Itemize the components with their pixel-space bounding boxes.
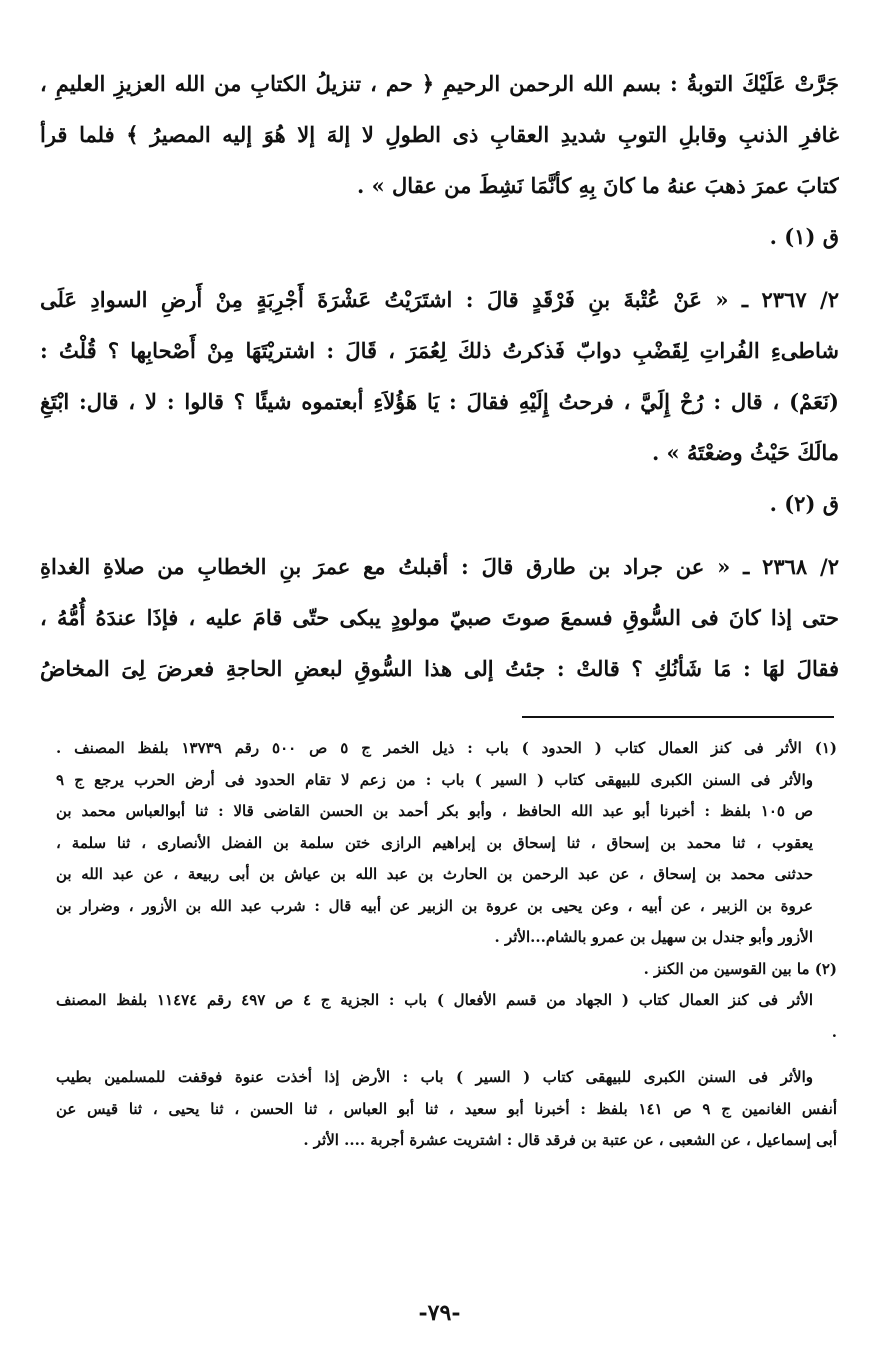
main-line: ٢/ ٢٣٦٨ ـ « عن جراد بن طارق قالَ : أقبلتُ مع عمرَ بنِ الخطابِ من صلاةِ الغداةِ: [40, 554, 839, 579]
footnote-line: (١) الأثر فى كنز العمال كتاب ( الحدود ) باب : ذيل الخمر ج ٥ ص ٥٠٠ رقم ١٣٧٣٩ بلفظ المصنف .: [56, 739, 837, 757]
page-number: -٧٩-: [418, 1300, 461, 1326]
source-marker: ق (١) .: [769, 224, 839, 249]
footnote-line: ص ١٠٥ بلفظ : أخبرنا أبو عبد الله الحافظ ، وأبو بكر أحمد بن الحسن القاضى قالا : ثنا أبوالعباس محمد بن: [56, 802, 813, 820]
main-text-block: [40, 58, 839, 694]
main-line: (نَعَمْ) ، قال : رُحْ إِلَيَّ ، فرحتُ إِلَيْهِ فقالَ : يَا هَؤُلاَءِ أبعتموه شيئًا ؟ قالوا : لا ، قال: ابْتَغِ: [40, 389, 839, 414]
footnote-line: (٢) ما بين القوسين من الكنز .: [643, 959, 837, 978]
main-line: شاطىءِ الفُراتِ لِقَضْبِ دوابّ فَذكرتُ ذلكَ لِعُمَرَ ، قَالَ : اشتريْتَهَا مِنْ أَصْحابِها ؟ قُلْتُ :: [40, 338, 839, 363]
main-line: غافرِ الذنبِ وقابلِ التوبِ شديدِ العقابِ ذى الطولِ لا إلهَ إلا هُوَ إليه المصيرُ ﴾ فلما قرأ: [40, 122, 839, 147]
footnote-line: عروة بن الزبير ، عن أبيه ، وعن يحيى بن عروة بن الزبير عن أبيه قال : شرب عبد الله بن الأزور ، وضرار بن: [56, 896, 813, 915]
footnote-separator: [522, 716, 834, 718]
footnotes-block: [56, 733, 837, 1157]
main-line: مالَكَ حَيْثُ وضعْتَهُ » .: [651, 440, 839, 465]
footnote-line: الأزور وأبو جندل بن سهيل بن عمرو بالشام...الأثر .: [494, 928, 813, 946]
main-line: حتى إذا كانَ فى السُّوقِ فسمعَ صوتَ صبيّ مولودٍ يبكى حتّى قامَ عليه ، فإذَا عندَهُ أُمُّهُ ،: [40, 605, 839, 630]
footnote-line: الأثر فى كنز العمال كتاب ( الجهاد من قسم الأفعال ) باب : الجزية ج ٤ ص ٤٩٧ رقم ١١٤٧٤ بلفظ المصنف: [56, 991, 813, 1009]
main-line: جَرَّتْ عَلَيْكَ التوبةُ : بسم الله الرحمن الرحيمِ ﴿ حم ، تنزيلُ الكتابِ من الله العزيزِ العليمِ ،: [40, 71, 839, 96]
footnote-line: أنفس الغانمين ج ٩ ص ١٤١ بلفظ : أخبرنا أبو سعيد ، ثنا أبو العباس ، ثنا الحسن ، ثنا يحيى ، ثنا قيس عن: [56, 1099, 837, 1118]
main-line: فقالَ لهَا : مَا شَأنُكِ ؟ قالتْ : جئتُ إلى هذا السُّوقِ لبعضِ الحاجةِ فعرضَ لِىَ المخاضُ: [40, 656, 839, 681]
footnote-line: أبى إسماعيل ، عن الشعبى ، عن عتبة بن فرقد قال : اشتريت عشرة أجربة .... الأثر .: [303, 1131, 837, 1149]
paragraph-gap: [40, 529, 839, 541]
footnote-gap: [56, 1048, 837, 1062]
footnote-line: والأثر فى السنن الكبرى للبيهقى كتاب ( السير ) باب : الأرض إذا أخذت عنوة فوقفت للمسلمين بطيب: [56, 1068, 813, 1086]
main-line: كتابَ عمرَ ذهبَ عنهُ ما كانَ بِهِ كأنَّمَا نَشِطَ من عقال » .: [356, 173, 839, 198]
footnote-line: يعقوب ، ثنا محمد بن إسحاق ، ثنا إسحاق بن إبراهيم الرازى ختن سلمة بن الفضل الأنصارى ، ثنا سلمة ،: [56, 833, 813, 852]
paragraph-gap: [40, 262, 839, 274]
footnote-line: حدثنى محمد بن إسحاق ، عن عبد الرحمن بن الحارث بن عبد الله بن عياش بن أبى ربيعة ، عن عبد الله بن: [56, 865, 813, 883]
footnote-line: والأثر فى السنن الكبرى للبيهقى كتاب ( السير ) باب : من زعم لا تقام الحدود فى أرض الحرب يرجع ج ٩: [56, 770, 813, 789]
main-line: ٢/ ٢٣٦٧ ـ « عَنْ عُتْبةَ بنِ فَرْقَدٍ قالَ : اشتَرَيْتُ عَشْرَةَ أَجْرِبَةٍ مِنْ أَرضِ السوادِ عَلَى: [40, 287, 839, 312]
source-marker: ق (٢) .: [769, 491, 839, 516]
footnote-line: .: [831, 1022, 837, 1041]
